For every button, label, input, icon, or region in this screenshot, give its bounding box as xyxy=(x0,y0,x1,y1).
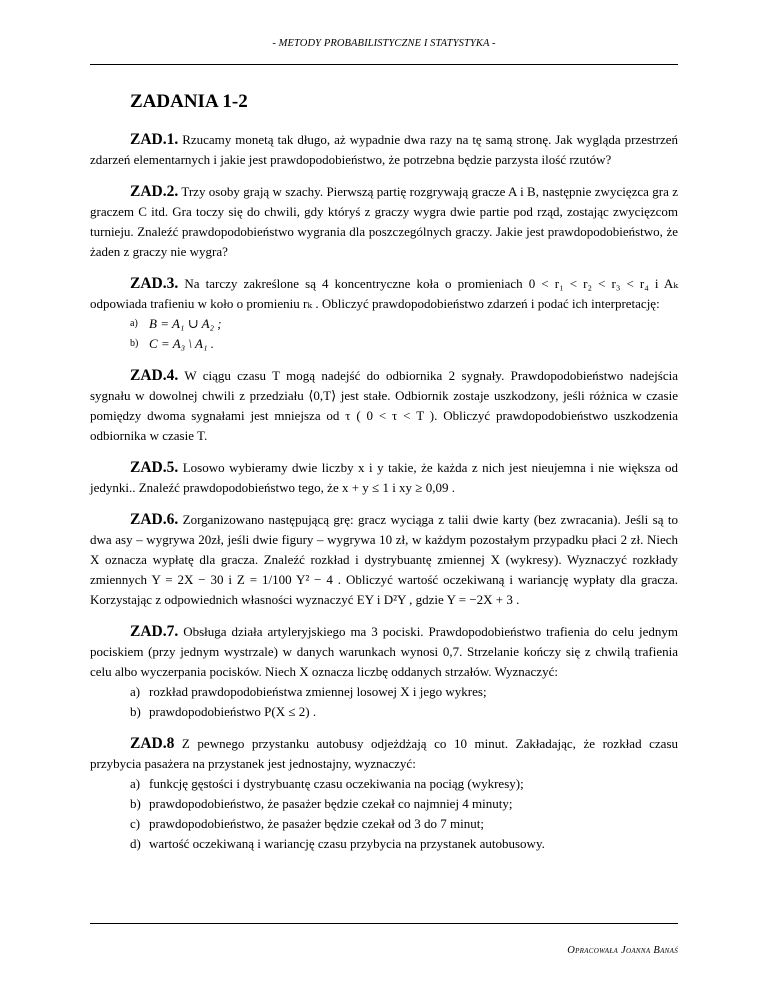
task-1 xyxy=(90,130,678,170)
subtask-item xyxy=(90,702,678,722)
running-header: - METODY PROBABILISTYCZNE I STATYSTYKA - xyxy=(272,38,496,49)
task-number: ZAD.3. xyxy=(130,275,179,292)
task-text: W ciągu czasu T mogą nadejść do odbiornika 2 sygnały. Prawdopodobieństwo nadejścia sygnału w dowolnej chwili z przedziału ⟨0,T⟩ jest stałe. Odbiornik zostaje uszkodzony, jeśli różnica w czasie pomiędzy dwoma sygnałami jest mniejsza od τ ( 0 < τ < T ). Obliczyć prawdopodobieństwo uszkodzenia odbiornika w czasie T. xyxy=(90,368,678,443)
subtask-text: prawdopodobieństwo, że pasażer będzie czekał od 3 do 7 minut; xyxy=(149,816,484,831)
subtask-label: b) xyxy=(130,338,139,349)
page-title: ZADANIA 1-2 xyxy=(130,91,248,112)
task-text: Na tarczy zakreślone są 4 koncentryczne koła o promieniach 0 < r₁ < r₂ < r₃ < r₄ i Aₖ odpowiada trafieniu w koło o promieniu rₖ . Obliczyć prawdopodobieństwo zdarzeń i podać ich interpretację: xyxy=(90,276,679,311)
subtask-list xyxy=(90,774,678,854)
task-number: ZAD.5. xyxy=(130,459,179,476)
subtask-text: funkcję gęstości i dystrybuantę czasu oczekiwania na pociąg (wykresy); xyxy=(149,776,524,791)
subtask-label: a) xyxy=(130,776,141,791)
subtask-label: c) xyxy=(130,816,141,831)
subtask-item xyxy=(90,334,678,354)
task-text: Zorganizowano następującą grę: gracz wyciąga z talii dwie karty (bez zwracania). Jeśli są to dwa asy – wygrywa 20zł, jeśli dwie figury – wygrywa 10 zł, w każdym pozostałym przypadku płaci 2 zł. Niech X oznacza wypłatę dla gracza. Znaleźć rozkład i dystrybuantę zmiennej X (wykresy). Wyznaczyć rozkłady zmiennych Y = 2X − 30 i Z = 1/100 Y² − 4 . Obliczyć wartość oczekiwaną i wariancję wypłaty dla gracza. Korzystając z odpowiednich własności wyznaczyć EY i D²Y , gdzie Y = −2X + 3 . xyxy=(90,512,678,607)
task-text: Z pewnego przystanku autobusy odjeżdżają co 10 minut. Zakładając, że rozkład czasu przybycia pasażera na przystanek jest jednostajny, wyznaczyć: xyxy=(90,736,679,771)
task-5 xyxy=(90,458,678,498)
task-text: Losowo wybieramy dwie liczby x i y takie, że każda z nich jest nieujemna i nie większa od jedynki.. Znaleźć prawdopodobieństwo tego, że x + y ≤ 1 i xy ≥ 0,09 . xyxy=(90,460,679,495)
subtask-item xyxy=(90,814,678,834)
subtask-text: C = A₃ \ A₁ . xyxy=(149,336,215,351)
subtask-text: prawdopodobieństwo, że pasażer będzie czekał co najmniej 4 minuty; xyxy=(149,796,513,811)
subtask-label: a) xyxy=(130,318,138,329)
subtask-label: b) xyxy=(130,796,141,811)
task-text: Obsługa działa artyleryjskiego ma 3 pociski. Prawdopodobieństwo trafienia do celu jednym pociskiem (przy jednym wystrzale) w danych warunkach wynosi 0,7. Strzelanie kończy się z chwilą trafienia celu albo wyczerpania pocisków. Niech X oznacza liczbę oddanych strzałów. Wyznaczyć: xyxy=(90,624,678,679)
subtask-text: rozkład prawdopodobieństwa zmiennej losowej X i jego wykres; xyxy=(149,684,487,699)
task-number: ZAD.8 xyxy=(130,735,175,752)
subtask-item xyxy=(90,834,678,854)
subtask-label: d) xyxy=(130,836,141,851)
subtask-item xyxy=(90,314,678,334)
task-6 xyxy=(90,510,678,610)
subtask-text: wartość oczekiwaną i wariancję czasu przybycia na przystanek autobusowy. xyxy=(149,836,545,851)
task-4 xyxy=(90,366,678,446)
task-number: ZAD.6. xyxy=(130,511,179,528)
task-3 xyxy=(90,274,678,354)
task-text: Trzy osoby grają w szachy. Pierwszą partię rozgrywają gracze A i B, następnie zwycięzca gra z graczem C itd. Gra toczy się do chwili, gdy któryś z graczy wygra dwie partie pod rząd, zostając zwycięzcom turnieju. Znaleźć prawdopodobieństwo wygrania dla poszczególnych graczy. Jakie jest prawdopodobieństwo, że żaden z graczy nie wygra? xyxy=(90,184,678,259)
subtask-item xyxy=(90,682,678,702)
subtask-text: B = A₁ ∪ A₂ ; xyxy=(149,316,222,331)
task-8 xyxy=(90,734,678,854)
task-number: ZAD.2. xyxy=(130,183,179,200)
task-text: Rzucamy monetą tak długo, aż wypadnie dwa razy na tę samą stronę. Jak wygląda przestrzeń zdarzeń elementarnych i jakie jest prawdopodobieństwo, że potrzebna będzie parzysta ilość rzutów? xyxy=(90,132,679,167)
task-2 xyxy=(90,182,678,262)
footer-rule xyxy=(90,923,678,924)
header-rule xyxy=(90,64,678,65)
subtask-label: b) xyxy=(130,704,141,719)
subtask-list xyxy=(90,314,678,354)
author-footer: Opracowała Joanna Banaś xyxy=(567,945,678,956)
subtask-item xyxy=(90,794,678,814)
task-number: ZAD.4. xyxy=(130,367,179,384)
task-list xyxy=(90,130,678,866)
task-number: ZAD.1. xyxy=(130,131,179,148)
subtask-text: prawdopodobieństwo P(X ≤ 2) . xyxy=(149,704,317,719)
subtask-list xyxy=(90,682,678,722)
subtask-label: a) xyxy=(130,684,141,699)
task-number: ZAD.7. xyxy=(130,623,179,640)
task-7 xyxy=(90,622,678,722)
subtask-item xyxy=(90,774,678,794)
